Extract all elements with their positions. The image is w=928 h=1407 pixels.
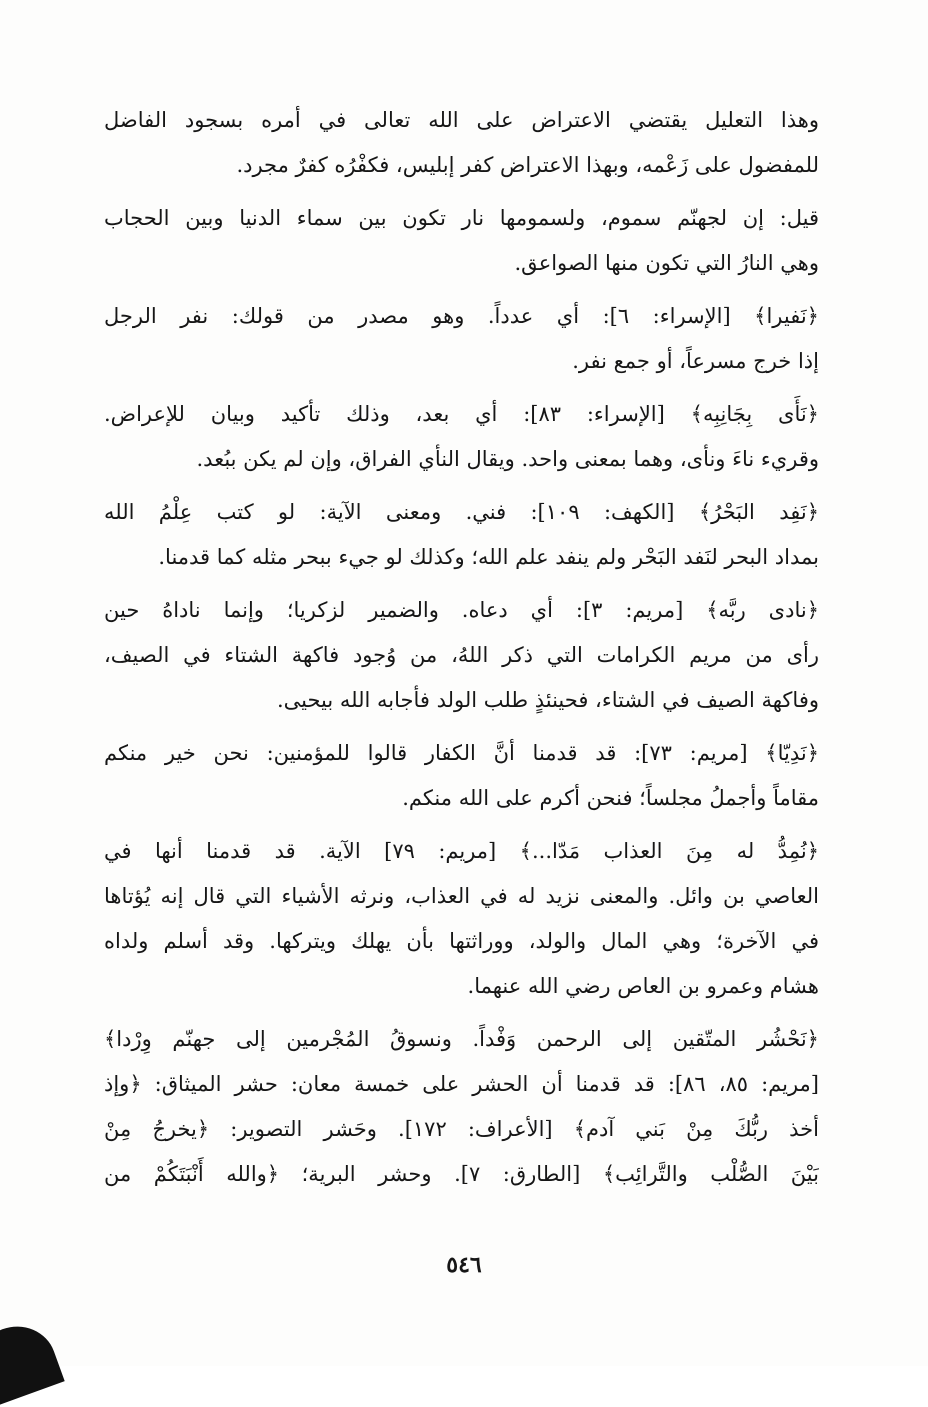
text-line: قيل: إن لجهنّم سموم، ولسمومها نار تكون بين سماء الدنيا وبين الحجاب [104, 206, 819, 230]
text-line: بَيْنَ الصُّلْب والتَّرائِب﴾ [الطارق: ٧]. وحشر البرية؛ ﴿والله أَنْبَتَكُمْ من [104, 1162, 819, 1186]
text-line: في الآخرة؛ وهي المال والولد، ووراثتها بأن يهلك ويتركها. وقد أسلم ولداه [104, 929, 819, 953]
paragraph [104, 392, 819, 482]
text-line: وهي النارُ التي تكون منها الصواعق. [514, 251, 819, 275]
paragraph [104, 294, 819, 384]
page-number: ٥٤٦ [446, 1252, 482, 1278]
text-line: ﴿نَفِد البَحْرُ﴾ [الكهف: ١٠٩]: فني. ومعنى الآية: لو كتب عِلْمُ الله [104, 500, 819, 524]
text-line: للمفضول على زَعْمه، وبهذا الاعتراض كفر إبليس، فكفْرُه كفرٌ مجرد. [236, 153, 819, 177]
paragraph [104, 1017, 819, 1197]
paragraph [104, 196, 819, 286]
text-line: ﴿نَدِيّا﴾ [مريم: ٧٣]: قد قدمنا أنَّ الكفار قالوا للمؤمنين: نحن خير منكم [104, 741, 819, 765]
text-line: إذا خرج مسرعاً، أو جمع نفر. [572, 349, 819, 373]
text-line: بمداد البحر لنَفد البَحْر ولم ينفد علم الله؛ وكذلك لو جيء ببحر مثله كما قدمنا. [158, 545, 819, 569]
text-line: مقاماً وأجملُ مجلساً؛ فنحن أكرم على الله منكم. [402, 786, 819, 810]
paragraph [104, 731, 819, 821]
text-line: أخذ ربُّكَ مِنْ بَني آدم﴾ [الأعراف: ١٧٢]. وحَشر التصوير: ﴿يخرجُ مِنْ [104, 1117, 819, 1141]
text-line: وقريء ناءَ ونأى، وهما بمعنى واحد. ويقال النأي الفراق، وإن لم يكن ببُعد. [196, 447, 819, 471]
paragraph [104, 490, 819, 580]
text-line: العاصي بن وائل. والمعنى نزيد له في العذاب، ونرثه الأشياء التي قال إنه يُؤتاها [104, 884, 819, 908]
text-line: ﴿نَأَى بِجَانِبِه﴾ [الإسراء: ٨٣]: أي بعد، وذلك تأكيد وبيان للإعراض. [104, 402, 819, 426]
scan-corner-smudge [0, 1315, 65, 1406]
page-body-text [104, 98, 819, 1205]
text-line: ﴿نَفيرا﴾ [الإسراء: ٦]: أي عدداً. وهو مصدر من قولك: نفر الرجل [104, 304, 819, 328]
text-line: ﴿نَحْشُر المتّقين إلى الرحمن وَفْداً. ونسوقُ المُجْرمين إلى جهنّم وِرْدا﴾ [104, 1027, 819, 1051]
text-line: هشام وعمرو بن العاص رضي الله عنهما. [467, 974, 819, 998]
text-line: وفاكهة الصيف في الشتاء، فحينئذٍ طلب الولد فأجابه الله بيحيى. [276, 688, 819, 712]
text-line: [مريم: ٨٥، ٨٦]: قد قدمنا أن الحشر على خمسة معان: حشر الميثاق: ﴿وإذ [104, 1072, 819, 1096]
text-line: وهذا التعليل يقتضي الاعتراض على الله تعالى في أمره بسجود الفاضل [104, 108, 819, 132]
paragraph [104, 98, 819, 188]
paragraph [104, 829, 819, 1009]
text-line: ﴿نادى ربَّه﴾ [مريم: ٣]: أي دعاه. والضمير لزكريا؛ وإنما ناداهُ حين [104, 598, 819, 622]
paragraph [104, 588, 819, 723]
text-line: ﴿نُمِدُّ له مِنَ العذاب مَدّا...﴾ [مريم: ٧٩] الآية. قد قدمنا أنها في [104, 839, 819, 863]
text-line: رأى من مريم الكرامات التي ذكر اللهُ، من وُجود فاكهة الشتاء في الصيف، [104, 643, 819, 667]
